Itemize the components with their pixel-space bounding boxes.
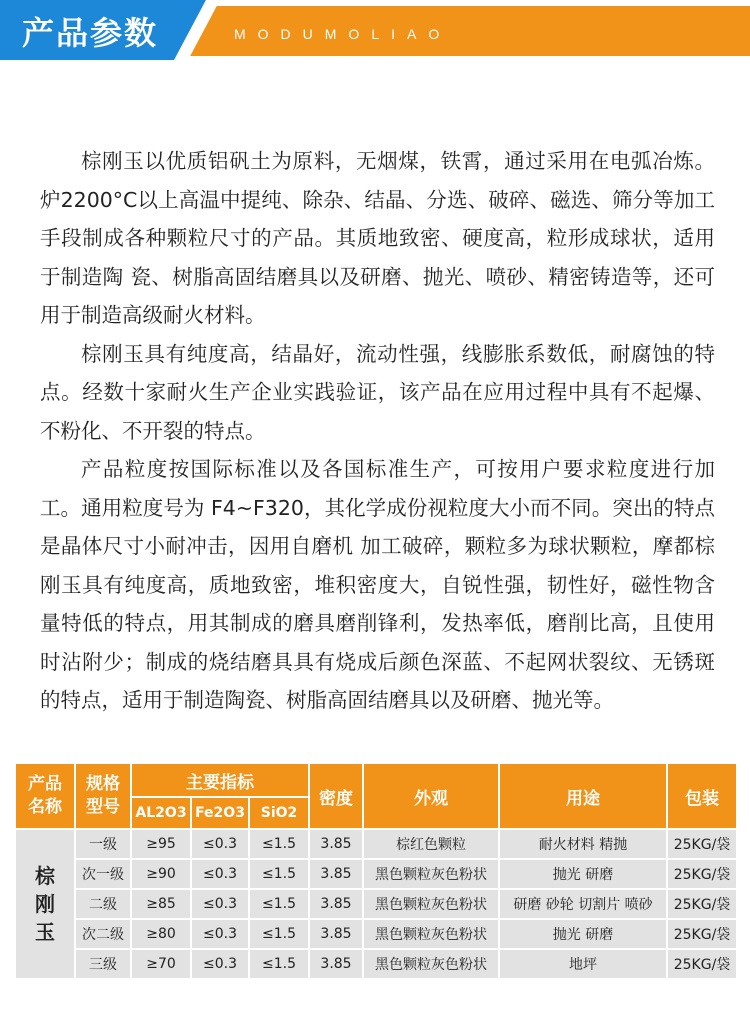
paragraph-2: 棕刚玉具有纯度高，结晶好，流动性强，线膨胀系数低，耐腐蚀的特点。经数十家耐火生产企业实践验证，该产品在应用过程中具有不起爆、不粉化、不开裂的特点。 [40,341,715,443]
al2o3-cell: ≥90 [131,859,191,889]
appearance-cell: 棕红色颗粒 [363,829,499,859]
fe2o3-cell: ≤0.3 [191,859,249,889]
header-sio2: SiO2 [249,797,309,829]
grade-cell: 二级 [75,889,131,919]
sio2-cell: ≤1.5 [249,949,309,979]
header-al2o3: AL2O3 [131,797,191,829]
density-cell: 3.85 [309,949,363,979]
section-header [0,0,750,60]
table-row [15,919,737,949]
usage-cell: 耐火材料 精抛 [499,829,667,859]
header-appearance: 外观 [363,763,499,829]
packing-cell: 25KG/袋 [667,829,737,859]
al2o3-cell: ≥85 [131,889,191,919]
table-row [15,889,737,919]
header-spec: 规格 型号 [75,763,131,829]
packing-cell: 25KG/袋 [667,949,737,979]
sio2-cell: ≤1.5 [249,919,309,949]
appearance-cell: 黑色颗粒灰色粉状 [363,859,499,889]
fe2o3-cell: ≤0.3 [191,919,249,949]
grade-cell: 次一级 [75,859,131,889]
fe2o3-cell: ≤0.3 [191,889,249,919]
density-cell: 3.85 [309,859,363,889]
sio2-cell: ≤1.5 [249,859,309,889]
packing-cell: 25KG/袋 [667,889,737,919]
appearance-cell: 黑色颗粒灰色粉状 [363,949,499,979]
product-name-cell: 棕 刚 玉 [15,829,75,979]
header-fe2o3: Fe2O3 [191,797,249,829]
usage-cell: 研磨 砂轮 切割片 喷砂 [499,889,667,919]
appearance-cell: 黑色颗粒灰色粉状 [363,919,499,949]
paragraph-3: 产品粒度按国际标准以及各国标准生产，可按用户要求粒度进行加工。通用粒度号为 F4~F320，其化学成份视粒度大小而不同。突出的特点是晶体尺寸小耐冲击，因用自磨机 加工破碎，颗粒多为球状颗粒，摩都棕刚玉具有纯度高，质地致密，堆积密度大，自锐性强，韧性好，磁性物含量特低的特点，用其制成的磨具磨削锋利，发热率低，磨削比高，且使用时沾附少；制成的烧结磨具具有烧成后颜色深蓝、不起网状裂纹、无锈斑的特点，适用于制造陶瓷、树脂高固结磨具以及研磨、抛光等。 [40,457,715,712]
fe2o3-cell: ≤0.3 [191,949,249,979]
grade-cell: 次二级 [75,919,131,949]
density-cell: 3.85 [309,829,363,859]
section-title: 产品参数 [22,14,159,52]
grade-cell: 一级 [75,829,131,859]
table-row [15,859,737,889]
packing-cell: 25KG/袋 [667,859,737,889]
description-text [40,142,715,720]
grade-cell: 三级 [75,949,131,979]
sio2-cell: ≤1.5 [249,889,309,919]
header-product-name: 产品 名称 [15,763,75,829]
al2o3-cell: ≥70 [131,949,191,979]
appearance-cell: 黑色颗粒灰色粉状 [363,889,499,919]
table-row [15,829,737,859]
density-cell: 3.85 [309,919,363,949]
sio2-cell: ≤1.5 [249,829,309,859]
density-cell: 3.85 [309,889,363,919]
header-main-index: 主要指标 [131,763,309,797]
paragraph-1: 棕刚玉以优质铝矾土为原料，无烟煤，铁霄，通过采用在电弧冶炼。炉2200°C以上高温中提纯、除杂、结晶、分选、破碎、磁选、筛分等加工手段制成各种颗粒尺寸的产品。其质地致密、硬度高，粒形成球状，适用于制造陶 瓷、树脂高固结磨具以及研磨、抛光、喷砂、精密铸造等，还可用于制造高级耐火材料。 [40,149,715,327]
section-subtitle: MODUMOLIAO [234,26,452,42]
usage-cell: 抛光 研磨 [499,859,667,889]
fe2o3-cell: ≤0.3 [191,829,249,859]
header-density: 密度 [309,763,363,829]
header-packing: 包装 [667,763,737,829]
al2o3-cell: ≥80 [131,919,191,949]
al2o3-cell: ≥95 [131,829,191,859]
packing-cell: 25KG/袋 [667,919,737,949]
usage-cell: 地坪 [499,949,667,979]
spec-table [14,762,738,980]
table-row [15,949,737,979]
header-usage: 用途 [499,763,667,829]
usage-cell: 抛光 研磨 [499,919,667,949]
